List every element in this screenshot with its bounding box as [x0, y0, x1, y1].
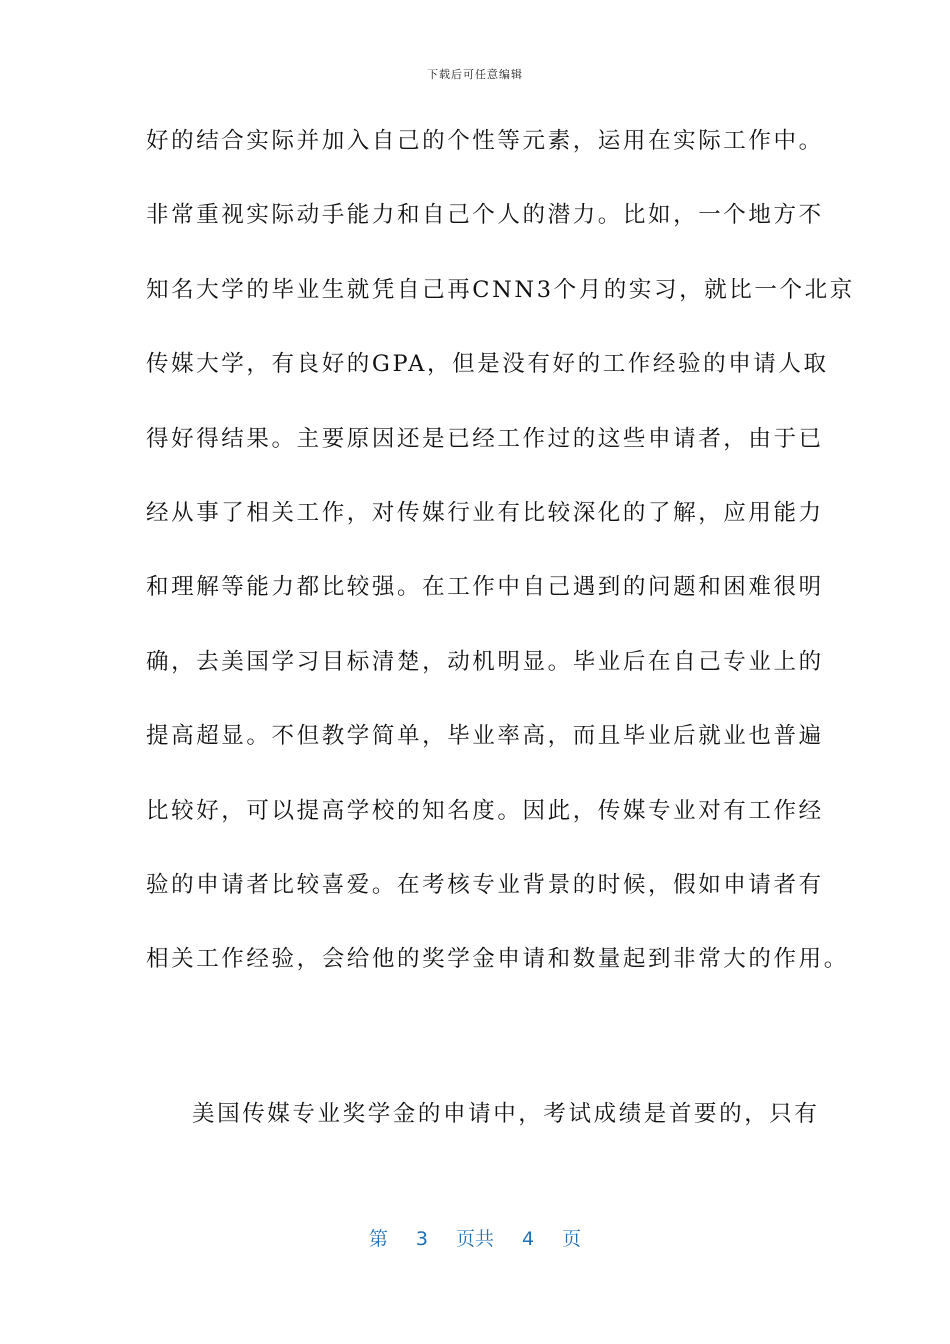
text-line: 相关工作经验，会给他的奖学金申请和数量起到非常大的作用。: [146, 946, 849, 973]
current-page-number: 3: [415, 1228, 428, 1250]
page-header: 下载后可任意编辑: [427, 68, 523, 81]
text-line: 经从事了相关工作，对传媒行业有比较深化的了解，应用能力: [146, 499, 824, 526]
text-line: 和理解等能力都比较强。在工作中自己遇到的问题和困难很明: [146, 574, 824, 601]
text-line: 验的申请者比较喜爱。在考核专业背景的时候，假如申请者有: [146, 871, 824, 898]
text-line: 非常重视实际动手能力和自己个人的潜力。比如，一个地方不: [146, 202, 824, 229]
footer-suffix: 页: [562, 1228, 582, 1250]
text-line: 知名大学的毕业生就凭自己再CNN3个月的实习，就比一个北京: [146, 276, 855, 303]
text-line: 确，去美国学习目标清楚，动机明显。毕业后在自己专业上的: [146, 648, 824, 675]
footer-middle: 页共: [455, 1228, 494, 1250]
total-page-count: 4: [522, 1228, 535, 1250]
paragraph-2-first-line: 美国传媒专业奖学金的申请中，考试成绩是首要的，只有: [192, 1101, 820, 1127]
page-number-footer: [0, 1224, 950, 1251]
body-text: [146, 124, 855, 1017]
text-line: 提高超显。不但教学简单，毕业率高，而且毕业后就业也普遍: [146, 723, 824, 750]
text-line: 好的结合实际并加入自己的个性等元素，运用在实际工作中。: [146, 128, 824, 154]
footer-prefix: 第: [368, 1228, 388, 1250]
text-line: 比较好，可以提高学校的知名度。因此，传媒专业对有工作经: [146, 797, 824, 824]
text-line: 得好得结果。主要原因还是已经工作过的这些申请者，由于已: [146, 425, 824, 452]
text-line: 传媒大学，有良好的GPA，但是没有好的工作经验的申请人取: [146, 351, 829, 378]
